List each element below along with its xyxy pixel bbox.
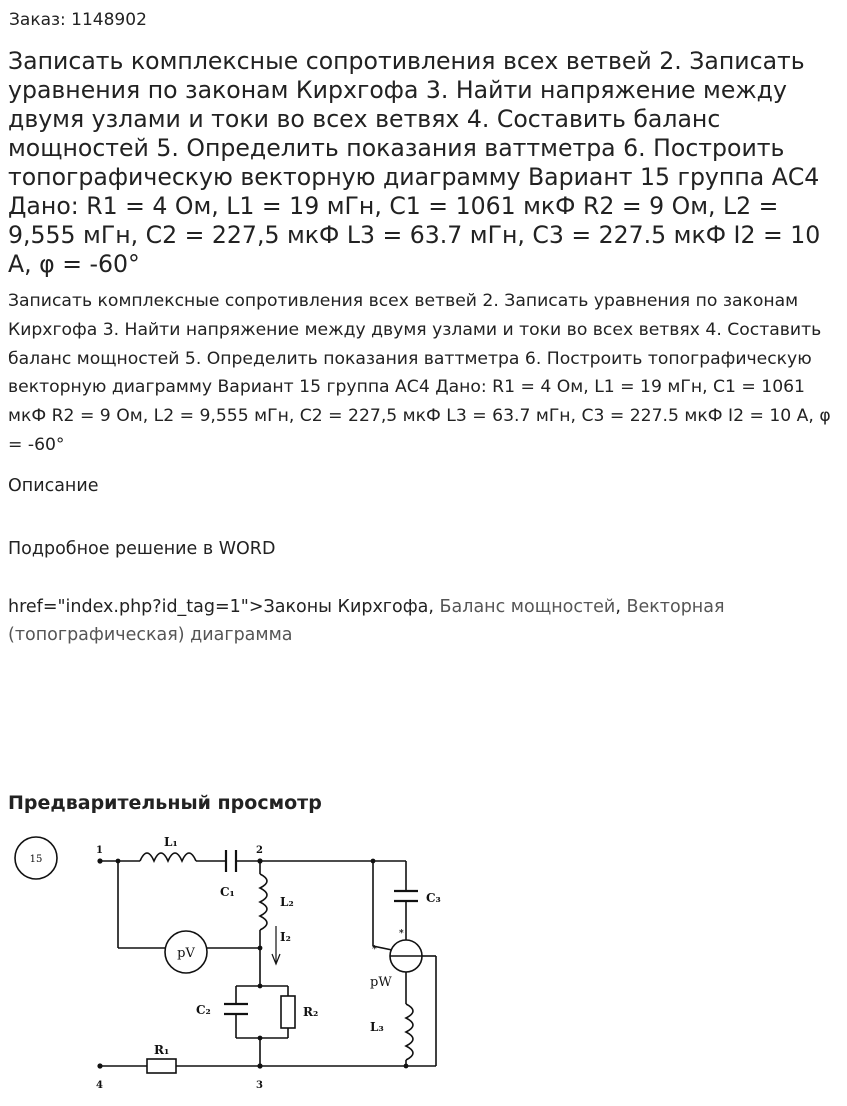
- tag-separator: ,: [428, 597, 440, 617]
- resistor-r2-label: R₂: [303, 1005, 319, 1019]
- voltmeter-pv-label: pV: [177, 946, 195, 961]
- tag-list: [8, 593, 838, 649]
- tag-link-power-balance[interactable]: Баланс мощностей: [439, 597, 616, 617]
- solution-note: Подробное решение в WORD: [8, 539, 276, 559]
- circuit-diagram: [8, 826, 468, 1101]
- current-i2-label: I₂: [280, 930, 291, 944]
- resistor-r1-symbol: [147, 1059, 176, 1073]
- order-number: Заказ: 1148902: [9, 10, 147, 30]
- description-heading: Описание: [8, 476, 99, 496]
- inductor-l2-symbol: [260, 874, 267, 930]
- circuit-preview-image: [8, 826, 468, 1101]
- inductor-l2-label: L₂: [280, 895, 294, 909]
- wattmeter-star-voltage: *: [372, 945, 377, 955]
- inductor-l1-label: L₁: [164, 835, 178, 849]
- wattmeter-pw-label: pW: [370, 975, 392, 990]
- task-description: Записать комплексные сопротивления всех ветвей 2. Записать уравнения по законам Кирхгофа 3. Найти напряжение между двумя узлами и токи во всех ветвях 4. Составить баланс мощностей 5. Определить показания ваттметра 6. Построить топографическую векторную диаграмму Вариант 15 группа АС4 Дано: R1 = 4 Ом, L1 = 19 мГн, С1 = 1061 мкФ R2 = 9 Ом, L2 = 9,555 мГн, С2 = 227,5 мкФ L3 = 63.7 мГн, С3 = 227.5 мкФ I2 = 10 А, φ = -60°: [8, 291, 831, 455]
- tag-link-vector-diagram[interactable]: Векторная (топографическая) диаграмма: [8, 597, 725, 645]
- inductor-l3-symbol: [406, 1004, 413, 1060]
- capacitor-c2-label: C₂: [196, 1003, 211, 1017]
- inductor-l3-label: L₃: [370, 1020, 384, 1034]
- capacitor-c1-label: C₁: [220, 885, 235, 899]
- inductor-l1-symbol: [140, 853, 196, 861]
- preview-heading: Предварительный просмотр: [8, 792, 322, 814]
- node-1-label: 1: [96, 845, 103, 856]
- capacitor-c3-label: C₃: [426, 891, 441, 905]
- tag-raw-prefix: href="index.php?id_tag=1">Законы Кирхгофа: [8, 597, 429, 617]
- variant-number: 15: [29, 854, 43, 865]
- page-title: Записать комплексные сопротивления всех ветвей 2. Записать уравнения по законам Кирхгофа 3. Найти напряжение между двумя узлами и токи во всех ветвях 4. Составить баланс мощностей 5. Определить показания ваттметра 6. Построить топографическую векторную диаграмму Вариант 15 группа АС4 Дано: R1 = 4 Ом, L1 = 19 мГн, С1 = 1061 мкФ R2 = 9 Ом, L2 = 9,555 мГн, С2 = 227,5 мкФ L3 = 63.7 мГн, С3 = 227.5 мкФ I2 = 10 А, φ = -60°: [8, 47, 821, 278]
- wattmeter-star-current: *: [399, 929, 404, 939]
- resistor-r1-label: R₁: [154, 1043, 170, 1057]
- tag-separator: ,: [615, 597, 627, 617]
- node-3-label: 3: [256, 1080, 263, 1091]
- node-2-label: 2: [256, 845, 263, 856]
- resistor-r2-symbol: [281, 996, 295, 1028]
- node-4-label: 4: [96, 1080, 103, 1091]
